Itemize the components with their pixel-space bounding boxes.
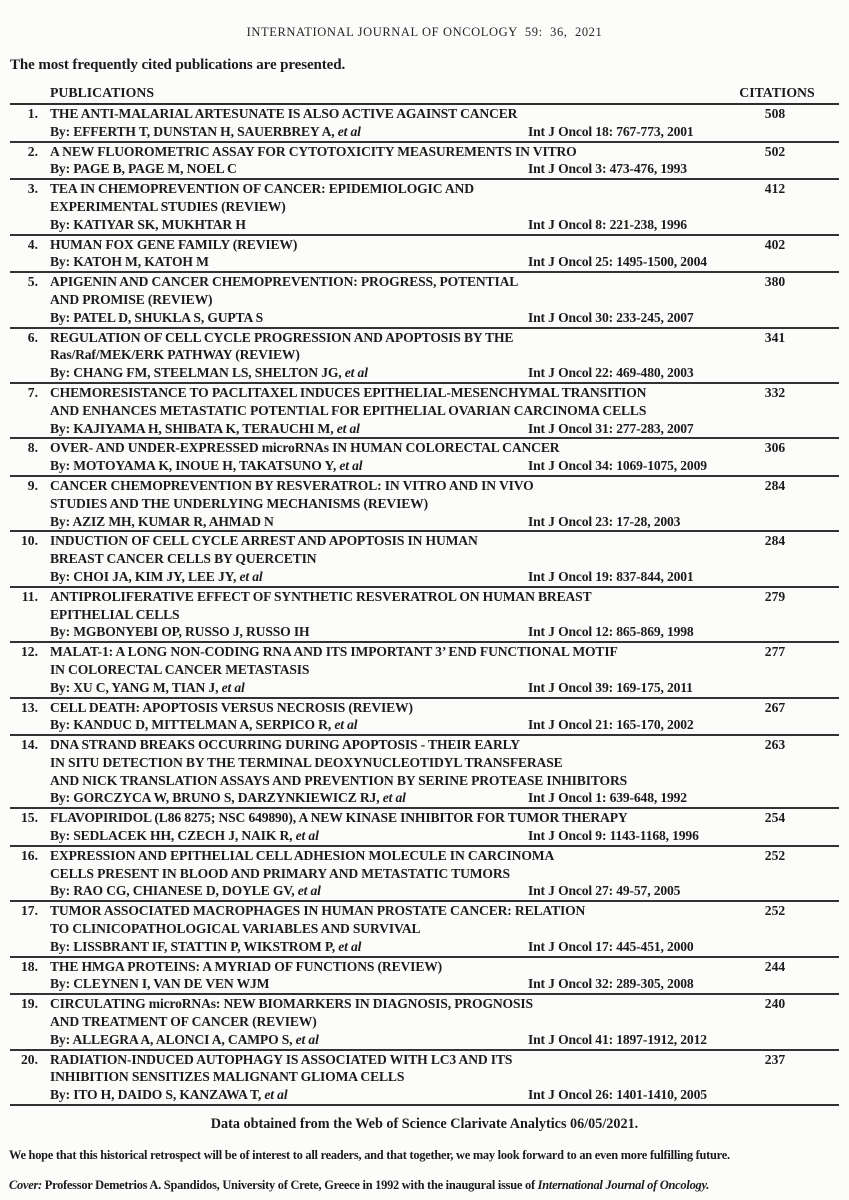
et-al-label: et al (382, 790, 406, 806)
row-citations: 502 (764, 143, 786, 159)
et-al-label: et al (336, 420, 360, 436)
title-line: TEA IN CHEMOPREVENTION OF CANCER: EPIDEMIOLOGIC AND (50, 181, 474, 197)
title-line: TUMOR ASSOCIATED MACROPHAGES IN HUMAN PROSTATE CANCER: RELATION (50, 903, 586, 919)
row-journal-ref: Int J Oncol 8: 221-238, 1996 (528, 216, 687, 232)
row-title (50, 643, 839, 679)
data-source-note: Data obtained from the Web of Science Clarivate Analytics 06/05/2021. (210, 1116, 639, 1133)
cover-note (9, 1178, 840, 1193)
column-header-publications: PUBLICATIONS (50, 85, 155, 100)
title-line: CELL DEATH: APOPTOSIS VERSUS NECROSIS (REVIEW) (50, 699, 413, 715)
row-title (50, 699, 839, 717)
title-line: AND PROMISE (REVIEW) (50, 291, 213, 307)
table-row (10, 384, 839, 439)
row-byline (50, 716, 839, 734)
row-citations: 267 (764, 699, 786, 715)
et-al-label: et al (339, 458, 363, 474)
row-title (50, 847, 839, 883)
row-number: 10. (21, 533, 38, 549)
row-citations: 244 (764, 958, 786, 974)
title-line: AND TREATMENT OF CANCER (REVIEW) (50, 1014, 317, 1030)
cover-journal-name: International Journal of Oncology. (537, 1178, 710, 1193)
row-title (50, 439, 839, 457)
row-journal-ref: Int J Oncol 27: 49-57, 2005 (528, 883, 681, 899)
row-number: 13. (21, 699, 38, 715)
title-line: ANTIPROLIFERATIVE EFFECT OF SYNTHETIC RESVERATROL ON HUMAN BREAST (50, 588, 592, 604)
row-journal-ref: Int J Oncol 23: 17-28, 2003 (528, 513, 681, 529)
table-row (10, 958, 839, 996)
table-row (10, 180, 839, 235)
title-line: A NEW FLUOROMETRIC ASSAY FOR CYTOTOXICITY MEASUREMENTS IN VITRO (50, 143, 577, 159)
table-row (10, 143, 839, 181)
row-authors: By: MGBONYEBI OP, RUSSO J, RUSSO IH (50, 624, 310, 640)
row-authors: By: KANDUC D, MITTELMAN A, SERPICO R, et al (50, 717, 358, 733)
row-journal-ref: Int J Oncol 32: 289-305, 2008 (528, 976, 694, 992)
table-row (10, 532, 839, 587)
title-line: MALAT-1: A LONG NON-CODING RNA AND ITS IMPORTANT 3’ END FUNCTIONAL MOTIF (50, 644, 618, 660)
row-citations: 332 (764, 384, 786, 400)
title-line: STUDIES AND THE UNDERLYING MECHANISMS (REVIEW) (50, 495, 428, 511)
row-citations: 252 (764, 903, 786, 919)
row-title (50, 477, 839, 513)
title-line: REGULATION OF CELL CYCLE PROGRESSION AND APOPTOSIS BY THE (50, 329, 514, 345)
row-citations: 263 (764, 737, 786, 753)
et-al-label: et al (334, 717, 358, 733)
row-journal-ref: Int J Oncol 17: 445-451, 2000 (528, 938, 694, 954)
row-byline (50, 123, 839, 141)
row-journal-ref: Int J Oncol 1: 639-648, 1992 (528, 790, 687, 806)
row-citations: 254 (764, 810, 786, 826)
row-journal-ref: Int J Oncol 25: 1495-1500, 2004 (528, 254, 707, 270)
row-title (50, 273, 839, 309)
et-al-label: et al (295, 828, 319, 844)
table-row (10, 236, 839, 274)
row-title (50, 995, 839, 1031)
cover-label: Cover: (9, 1178, 42, 1193)
row-authors: By: LISSBRANT IF, STATTIN P, WIKSTROM P, et al (50, 938, 362, 954)
row-title (50, 105, 839, 123)
row-byline (50, 789, 839, 807)
row-number: 4. (27, 236, 38, 252)
row-byline (50, 1031, 839, 1049)
row-number: 1. (27, 106, 38, 121)
row-authors: By: ALLEGRA A, ALONCI A, CAMPO S, et al (50, 1031, 319, 1047)
row-authors: By: PATEL D, SHUKLA S, GUPTA S (50, 309, 264, 325)
et-al-label: et al (337, 123, 361, 139)
row-citations: 412 (764, 181, 786, 197)
title-line: HUMAN FOX GENE FAMILY (REVIEW) (50, 236, 298, 252)
row-byline (50, 513, 839, 531)
publications-list (10, 105, 839, 1106)
title-line: RADIATION-INDUCED AUTOPHAGY IS ASSOCIATED WITH LC3 AND ITS (50, 1051, 513, 1067)
row-authors: By: MOTOYAMA K, INOUE H, TAKATSUNO Y, et al (50, 458, 363, 474)
row-authors: By: XU C, YANG M, TIAN J, et al (50, 679, 245, 695)
row-byline (50, 975, 839, 993)
row-title (50, 143, 839, 161)
row-number: 19. (21, 996, 38, 1012)
row-number: 3. (27, 181, 38, 197)
hope-note: We hope that this historical retrospect will be of interest to all readers, and that together, we may look forward to an even more fulfilling future. (9, 1148, 730, 1163)
row-authors: By: KATOH M, KATOH M (50, 254, 209, 270)
title-line: EXPRESSION AND EPITHELIAL CELL ADHESION MOLECULE IN CARCINOMA (50, 847, 555, 863)
row-byline (50, 216, 839, 234)
row-byline (50, 679, 839, 697)
column-header-citations: CITATIONS (739, 85, 815, 100)
row-byline (50, 420, 839, 438)
row-citations: 279 (764, 588, 786, 604)
row-journal-ref: Int J Oncol 19: 837-844, 2001 (528, 568, 694, 584)
et-al-label: et al (221, 679, 245, 695)
table-row (10, 699, 839, 737)
row-number: 16. (21, 847, 38, 863)
row-number: 9. (27, 477, 38, 493)
row-number: 18. (21, 958, 38, 974)
row-citations: 341 (764, 329, 786, 345)
row-journal-ref: Int J Oncol 31: 277-283, 2007 (528, 420, 694, 436)
intro-text: The most frequently cited publications are presented. (10, 57, 346, 73)
title-line: FLAVOPIRIDOL (L86 8275; NSC 649890), A NEW KINASE INHIBITOR FOR TUMOR THERAPY (50, 810, 628, 826)
title-line: IN SITU DETECTION BY THE TERMINAL DEOXYNUCLEOTIDYL TRANSFERASE (50, 754, 563, 770)
title-line: AND ENHANCES METASTATIC POTENTIAL FOR EPITHELIAL OVARIAN CARCINOMA CELLS (50, 402, 647, 418)
row-byline (50, 1086, 839, 1104)
title-line: AND NICK TRANSLATION ASSAYS AND PREVENTION BY SERINE PROTEASE INHIBITORS (50, 772, 628, 788)
title-line: EXPERIMENTAL STUDIES (REVIEW) (50, 198, 286, 214)
row-title (50, 1051, 839, 1087)
row-journal-ref: Int J Oncol 30: 233-245, 2007 (528, 309, 694, 325)
row-title (50, 180, 839, 216)
row-journal-ref: Int J Oncol 22: 469-480, 2003 (528, 365, 694, 381)
row-byline (50, 253, 839, 271)
title-line: THE HMGA PROTEINS: A MYRIAD OF FUNCTIONS (REVIEW) (50, 958, 443, 974)
row-citations: 284 (764, 477, 786, 493)
row-citations: 240 (764, 996, 786, 1012)
table-row (10, 588, 839, 643)
row-citations: 252 (764, 847, 786, 863)
table-row (10, 847, 839, 902)
table-row (10, 477, 839, 532)
row-authors: By: CHOI JA, KIM JY, LEE JY, et al (50, 568, 263, 584)
row-byline (50, 827, 839, 845)
title-line: DNA STRAND BREAKS OCCURRING DURING APOPTOSIS - THEIR EARLY (50, 737, 520, 753)
row-citations: 508 (764, 106, 786, 121)
row-journal-ref: Int J Oncol 39: 169-175, 2011 (528, 679, 693, 695)
row-journal-ref: Int J Oncol 9: 1143-1168, 1996 (528, 828, 699, 844)
table-row (10, 995, 839, 1050)
table-row (10, 439, 839, 477)
title-line: CHEMORESISTANCE TO PACLITAXEL INDUCES EPITHELIAL-MESENCHYMAL TRANSITION (50, 384, 647, 400)
title-line: OVER- AND UNDER-EXPRESSED microRNAs IN HUMAN COLORECTAL CANCER (50, 440, 560, 456)
page-header: INTERNATIONAL JOURNAL OF ONCOLOGY 59: 36, 2021 (246, 25, 603, 39)
row-byline (50, 309, 839, 327)
row-citations: 277 (764, 644, 786, 660)
title-line: THE ANTI-MALARIAL ARTESUNATE IS ALSO ACTIVE AGAINST CANCER (50, 106, 518, 121)
title-line: APIGENIN AND CANCER CHEMOPREVENTION: PROGRESS, POTENTIAL (50, 274, 519, 290)
title-line: CIRCULATING microRNAs: NEW BIOMARKERS IN DIAGNOSIS, PROGNOSIS (50, 996, 533, 1012)
row-byline (50, 457, 839, 475)
et-al-label: et al (239, 568, 263, 584)
row-citations: 237 (764, 1051, 786, 1067)
table-row (10, 1051, 839, 1106)
row-title (50, 809, 839, 827)
title-line: CELLS PRESENT IN BLOOD AND PRIMARY AND METASTATIC TUMORS (50, 865, 510, 881)
row-citations: 306 (764, 440, 786, 456)
title-line: BREAST CANCER CELLS BY QUERCETIN (50, 551, 317, 567)
row-journal-ref: Int J Oncol 18: 767-773, 2001 (528, 123, 694, 139)
row-number: 12. (21, 644, 38, 660)
row-authors: By: RAO CG, CHIANESE D, DOYLE GV, et al (50, 883, 321, 899)
row-authors: By: KAJIYAMA H, SHIBATA K, TERAUCHI M, et al (50, 420, 360, 436)
title-line: EPITHELIAL CELLS (50, 606, 180, 622)
row-title (50, 329, 839, 365)
row-authors: By: KATIYAR SK, MUKHTAR H (50, 216, 246, 232)
row-number: 8. (27, 440, 38, 456)
row-byline (50, 568, 839, 586)
table-row (10, 329, 839, 384)
et-al-label: et al (264, 1087, 288, 1103)
row-number: 5. (27, 274, 38, 290)
row-title (50, 902, 839, 938)
title-line: TO CLINICOPATHOLOGICAL VARIABLES AND SURVIVAL (50, 921, 421, 937)
et-al-label: et al (344, 365, 368, 381)
row-number: 20. (21, 1051, 38, 1067)
row-title (50, 958, 839, 976)
row-title (50, 588, 839, 624)
row-authors: By: ITO H, DAIDO S, KANZAWA T, et al (50, 1087, 288, 1103)
row-byline (50, 882, 839, 900)
row-byline (50, 364, 839, 382)
row-citations: 380 (764, 274, 786, 290)
row-journal-ref: Int J Oncol 3: 473-476, 1993 (528, 161, 687, 177)
table-row (10, 273, 839, 328)
row-citations: 284 (764, 533, 786, 549)
row-title (50, 236, 839, 254)
et-al-label: et al (297, 883, 321, 899)
table-row (10, 736, 839, 809)
row-title (50, 532, 839, 568)
cover-text: Professor Demetrios A. Spandidos, University of Crete, Greece in 1992 with the inaugural issue of (41, 1178, 538, 1193)
et-al-label: et al (295, 1031, 319, 1047)
row-authors: By: GORCZYCA W, BRUNO S, DARZYNKIEWICZ RJ, et al (50, 790, 406, 806)
row-number: 7. (27, 384, 38, 400)
table-header (10, 83, 839, 105)
row-number: 6. (27, 329, 38, 345)
table-row (10, 902, 839, 957)
row-authors: By: EFFERTH T, DUNSTAN H, SAUERBREY A, et al (50, 123, 361, 139)
row-number: 14. (21, 737, 38, 753)
table-row (10, 809, 839, 847)
row-journal-ref: Int J Oncol 12: 865-869, 1998 (528, 624, 694, 640)
row-title (50, 736, 839, 789)
row-number: 2. (27, 143, 38, 159)
table-row (10, 105, 839, 143)
title-line: IN COLORECTAL CANCER METASTASIS (50, 661, 310, 677)
row-journal-ref: Int J Oncol 34: 1069-1075, 2009 (528, 458, 707, 474)
title-line: INHIBITION SENSITIZES MALIGNANT GLIOMA CELLS (50, 1069, 405, 1085)
row-journal-ref: Int J Oncol 26: 1401-1410, 2005 (528, 1087, 707, 1103)
table-row (10, 643, 839, 698)
row-citations: 402 (764, 236, 786, 252)
row-authors: By: AZIZ MH, KUMAR R, AHMAD N (50, 513, 274, 529)
row-number: 15. (21, 810, 38, 826)
row-authors: By: SEDLACEK HH, CZECH J, NAIK R, et al (50, 828, 319, 844)
row-byline (50, 623, 839, 641)
row-byline (50, 938, 839, 956)
et-al-label: et al (338, 938, 362, 954)
row-journal-ref: Int J Oncol 21: 165-170, 2002 (528, 717, 694, 733)
row-authors: By: CLEYNEN I, VAN DE VEN WJM (50, 976, 270, 992)
row-authors: By: CHANG FM, STEELMAN LS, SHELTON JG, et al (50, 365, 368, 381)
row-number: 17. (21, 903, 38, 919)
row-byline (50, 160, 839, 178)
row-authors: By: PAGE B, PAGE M, NOEL C (50, 161, 237, 177)
row-journal-ref: Int J Oncol 41: 1897-1912, 2012 (528, 1031, 707, 1047)
title-line: CANCER CHEMOPREVENTION BY RESVERATROL: IN VITRO AND IN VIVO (50, 477, 534, 493)
title-line: INDUCTION OF CELL CYCLE ARREST AND APOPTOSIS IN HUMAN (50, 533, 478, 549)
row-number: 11. (21, 588, 38, 604)
row-title (50, 384, 839, 420)
publications-table (10, 83, 839, 1106)
title-line: Ras/Raf/MEK/ERK PATHWAY (REVIEW) (50, 347, 300, 363)
